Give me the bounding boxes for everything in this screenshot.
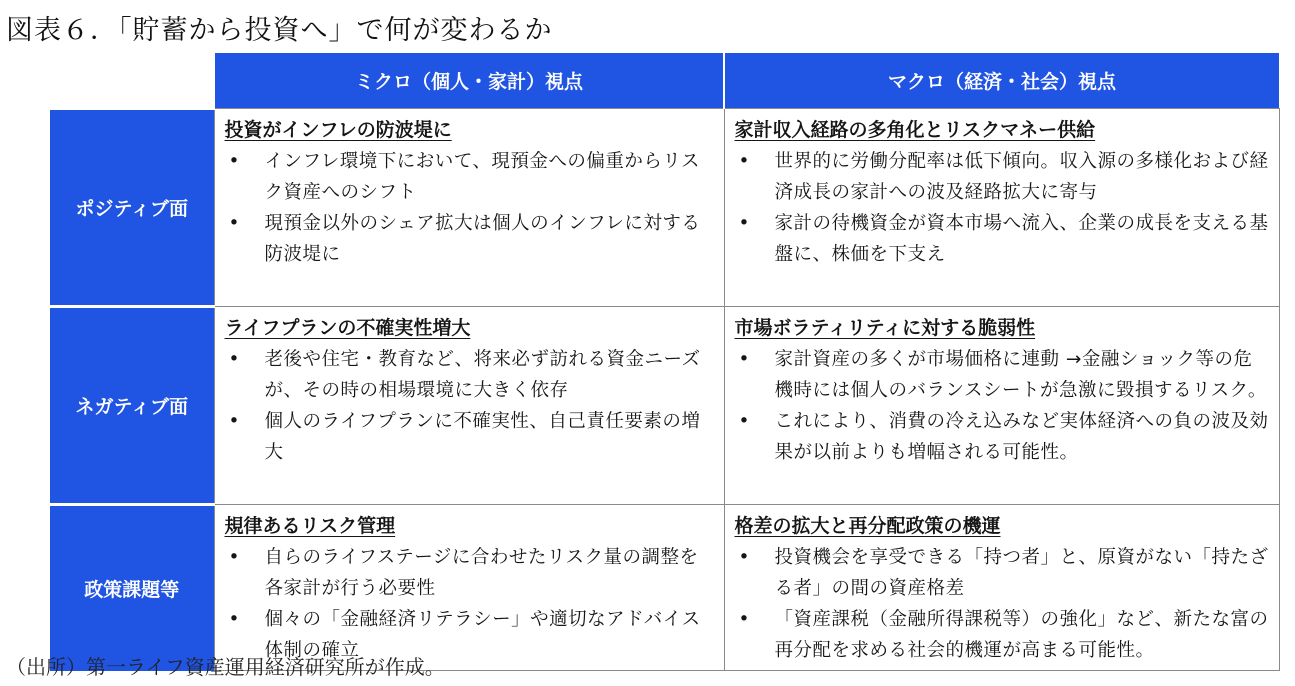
table-row (50, 307, 1279, 505)
cell-heading: 家計収入経路の多角化とリスクマネー供給 (734, 119, 1096, 141)
bullet-text: 「資産課税（金融所得課税等）の強化」など、新たな富の再分配を求める社会的機運が高まる可能性。 (774, 609, 1269, 661)
bullet-icon: • (738, 349, 750, 370)
row-header: ポジティブ面 (50, 109, 214, 307)
row-header: 政策課題等 (50, 505, 214, 671)
bullet-item (735, 146, 1271, 208)
cell-heading: 格差の拡大と再分配政策の機運 (734, 515, 1001, 537)
comparison-table (50, 53, 1280, 671)
bullet-text: 家計の待機資金が資本市場へ流入、企業の成長を支える基盤に、株価を下支え (774, 213, 1269, 265)
cell-macro (724, 505, 1279, 671)
table-row (50, 109, 1279, 307)
bullet-item (735, 406, 1271, 468)
cell-micro (214, 307, 724, 505)
source-note: （出所）第一ライフ資産運用経済研究所が作成。 (6, 655, 445, 679)
bullet-item (735, 542, 1271, 604)
bullet-text: これにより、消費の冷え込みなど実体経済への負の波及効果が以前よりも増幅される可能性。 (774, 411, 1269, 463)
bullet-icon: • (228, 151, 240, 172)
bullet-text: 自らのライフステージに合わせたリスク量の調整を各家計が行う必要性 (264, 547, 699, 599)
figure-title: 図表６．「貯蓄から投資へ」で何が変わるか (6, 15, 553, 46)
cell-heading: ライフプランの不確実性増大 (224, 317, 471, 339)
bullet-item (225, 406, 716, 468)
bullet-icon: • (228, 609, 240, 630)
column-header-micro: ミクロ（個人・家計）視点 (214, 53, 724, 109)
bullet-text: 投資機会を享受できる「持つ者」と、原資がない「持たざる者」の間の資産格差 (774, 547, 1269, 599)
cell-heading: 投資がインフレの防波堤に (224, 119, 452, 141)
bullet-icon: • (738, 151, 750, 172)
bullet-text: 個人のライフプランに不確実性、自己責任要素の増大 (264, 411, 701, 463)
bullet-item (225, 344, 716, 406)
bullet-text: インフレ環境下において、現預金への偏重からリスク資産へのシフト (264, 151, 701, 203)
bullet-text: 老後や住宅・教育など、将来必ず訪れる資金ニーズが、その時の相場環境に大きく依存 (264, 349, 701, 401)
bullet-item (225, 146, 716, 208)
bullet-icon: • (738, 547, 750, 568)
cell-macro (724, 109, 1279, 307)
table-row (50, 505, 1279, 671)
bullet-icon: • (228, 213, 240, 234)
cell-heading: 市場ボラティリティに対する脆弱性 (734, 317, 1036, 339)
cell-heading: 規律あるリスク管理 (224, 515, 396, 537)
bullet-item (225, 542, 716, 604)
bullet-text: 個々の「金融経済リテラシー」や適切なアドバイス体制の確立 (264, 609, 701, 661)
row-header: ネガティブ面 (50, 307, 214, 505)
bullet-icon: • (228, 349, 240, 370)
cell-macro (724, 307, 1279, 505)
corner-cell (50, 53, 214, 109)
bullet-item (225, 208, 716, 270)
bullet-item (735, 604, 1271, 666)
bullet-icon: • (228, 547, 240, 568)
column-header-macro: マクロ（経済・社会）視点 (724, 53, 1279, 109)
bullet-icon: • (738, 213, 750, 234)
bullet-item (735, 208, 1271, 270)
bullet-icon: • (228, 411, 240, 432)
cell-micro (214, 109, 724, 307)
bullet-item (735, 344, 1271, 406)
bullet-text: 現預金以外のシェア拡大は個人のインフレに対する防波堤に (264, 213, 701, 265)
bullet-text: 家計資産の多くが市場価格に連動 →金融ショック等の危機時には個人のバランスシートが急激に毀損するリスク。 (774, 349, 1267, 401)
bullet-icon: • (738, 609, 750, 630)
cell-micro (214, 505, 724, 671)
bullet-icon: • (738, 411, 750, 432)
header-row (50, 53, 1279, 109)
bullet-text: 世界的に労働分配率は低下傾向。収入源の多様化および経済成長の家計への波及経路拡大に寄与 (774, 151, 1269, 203)
